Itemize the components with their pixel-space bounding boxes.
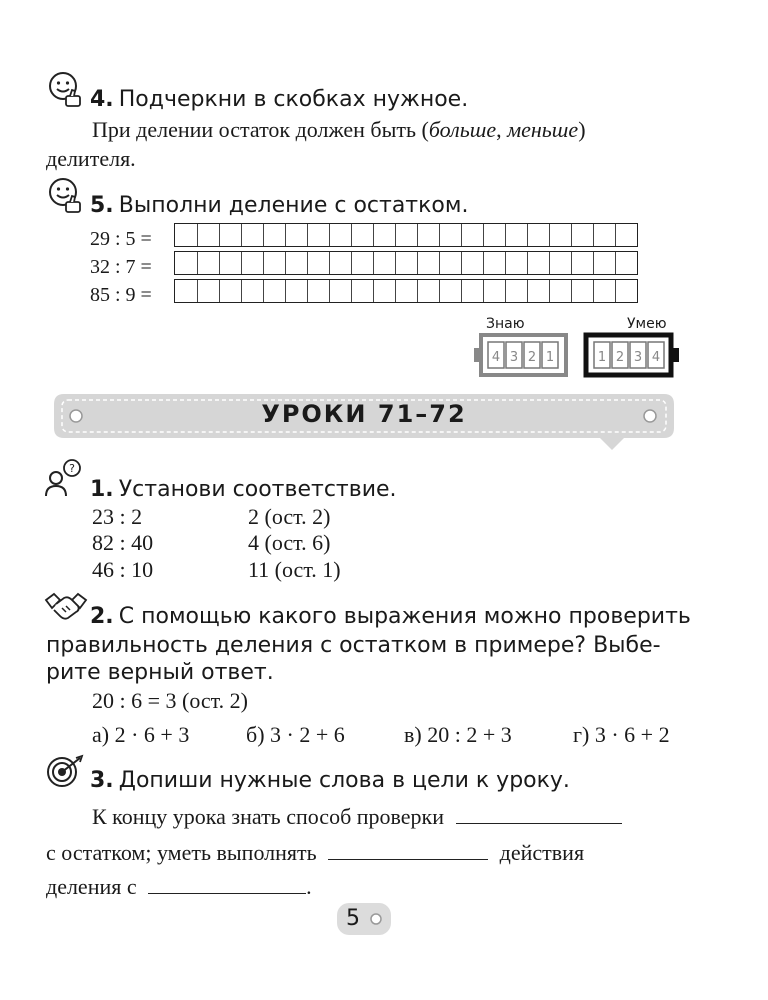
lesson-task2-line2: правильность деления с остатком в примере? Выбе-	[46, 633, 661, 658]
equation-label: 32 : 7 =	[90, 256, 152, 278]
page-number-tab	[336, 902, 392, 936]
know-cell: 3	[509, 350, 519, 365]
task4-line2: делителя.	[46, 146, 136, 171]
banner-title: УРОКИ 71–72	[261, 400, 467, 428]
equation-label: 85 : 9 =	[90, 284, 152, 306]
lesson-task2-number: 2.	[90, 604, 114, 629]
answer-option-a[interactable]: а) 2 · 6 + 3	[92, 722, 190, 747]
know-cell: 1	[545, 350, 555, 365]
can-battery-icon[interactable]	[582, 332, 682, 378]
lesson-task2-line3: рите верный ответ.	[46, 660, 274, 685]
answer-grid[interactable]	[174, 279, 638, 303]
answer-option-g[interactable]: г) 3 · 6 + 2	[573, 722, 670, 747]
match-right-item[interactable]: 11 (ост. 1)	[248, 557, 341, 582]
task5-title: Выполни деление с остатком.	[118, 193, 469, 218]
lesson-task3-title: Допиши нужные слова в цели к уроку.	[118, 768, 570, 793]
fill-blank-1[interactable]	[456, 805, 622, 824]
goal-line1	[92, 804, 622, 830]
example-equation: 20 : 6 = 3 (ост. 2)	[92, 688, 248, 713]
fill-blank-3[interactable]	[148, 875, 306, 894]
goal-line3-period: .	[306, 874, 312, 899]
know-cell: 2	[527, 350, 537, 365]
match-right-item[interactable]: 4 (ост. 6)	[248, 530, 331, 555]
know-battery-icon[interactable]	[472, 332, 572, 378]
can-cell: 4	[651, 350, 661, 365]
answer-grid[interactable]	[174, 223, 638, 247]
lesson-task1-heading	[90, 477, 397, 502]
can-label: Умею	[627, 316, 667, 332]
equation-label: 29 : 5 =	[90, 228, 152, 250]
match-right-item[interactable]: 2 (ост. 2)	[248, 504, 331, 529]
answer-grid[interactable]	[174, 251, 638, 275]
svg-text:?: ?	[69, 462, 75, 475]
paren-close: )	[578, 117, 586, 142]
smiley-thumbs-up-icon	[46, 176, 86, 216]
match-left-item[interactable]: 46 : 10	[92, 557, 154, 582]
handshake-icon	[44, 586, 88, 626]
option-bolshe[interactable]: больше	[428, 117, 497, 142]
comma: ,	[496, 117, 508, 142]
goal-line2-text: с остатком; уметь выполнять	[46, 840, 317, 865]
goal-line3	[46, 874, 312, 900]
task4-title: Подчеркни в скобках нужное.	[118, 87, 469, 112]
match-left-item[interactable]: 82 : 40	[92, 530, 154, 555]
lesson-task3-number: 3.	[90, 768, 114, 793]
know-label: Знаю	[486, 316, 525, 332]
people-question-icon	[44, 458, 88, 498]
task4-line1	[92, 117, 586, 143]
goal-line2-tail: действия	[499, 840, 585, 865]
goal-line2	[46, 840, 584, 866]
fill-blank-2[interactable]	[328, 841, 488, 860]
task4-heading	[90, 87, 468, 112]
lesson-task3-heading	[90, 768, 570, 793]
know-cell: 4	[491, 350, 501, 365]
smiley-thumbs-up-icon	[46, 70, 86, 110]
goal-line1-text: К концу урока знать способ проверки	[92, 804, 445, 829]
option-menshe[interactable]: меньше	[507, 117, 579, 142]
task4-number: 4.	[90, 87, 114, 112]
lesson-task2-heading	[90, 604, 691, 629]
can-cell: 2	[615, 350, 625, 365]
target-icon	[46, 754, 86, 790]
task5-number: 5.	[90, 193, 114, 218]
page-number: 5	[346, 906, 360, 931]
lesson-task1-title: Установи соответствие.	[118, 477, 397, 502]
answer-option-b[interactable]: б) 3 · 2 + 6	[246, 722, 345, 747]
can-cell: 1	[597, 350, 607, 365]
goal-line3-text: деления с	[46, 874, 137, 899]
answer-option-v[interactable]: в) 20 : 2 + 3	[404, 722, 512, 747]
task4-line1-text: При делении остаток должен быть (	[92, 117, 429, 142]
match-left-item[interactable]: 23 : 2	[92, 504, 143, 529]
lesson-task2-line1: С помощью какого выражения можно проверить	[118, 604, 691, 629]
can-cell: 3	[633, 350, 643, 365]
lesson-task1-number: 1.	[90, 477, 114, 502]
task5-heading	[90, 193, 468, 218]
